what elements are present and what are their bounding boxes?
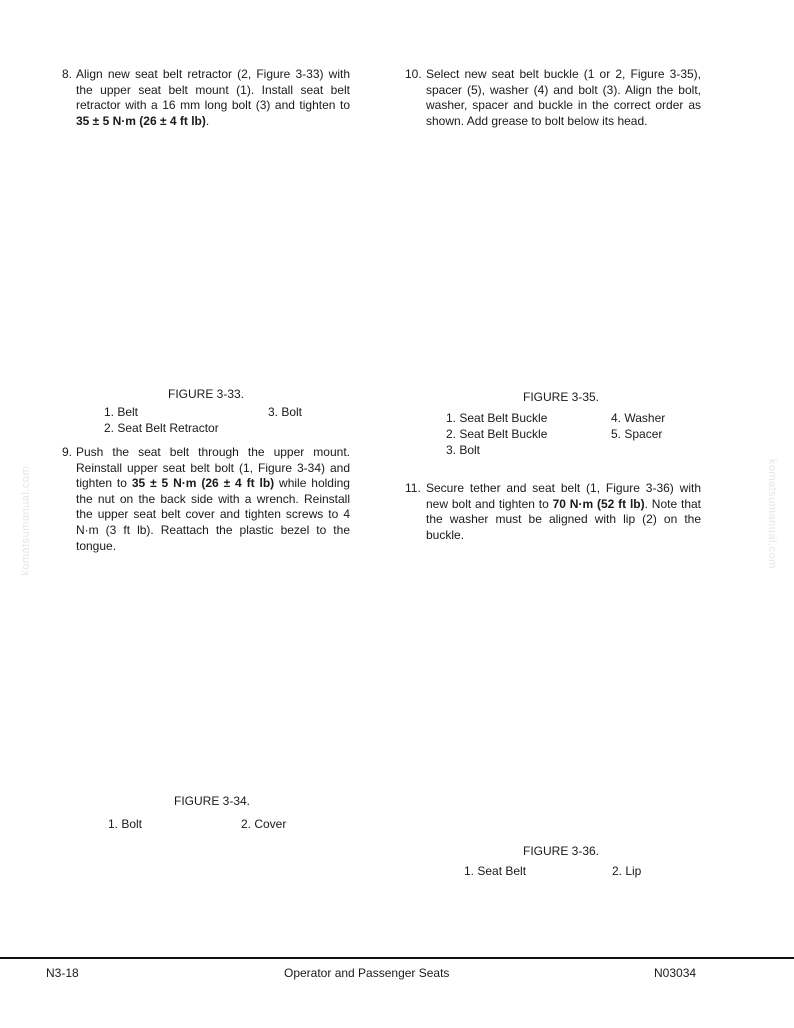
- step-number: 9.: [62, 445, 73, 459]
- step-text: Select new seat belt buckle (1 or 2, Figure 3-35), spacer (5), washer (4) and bolt (3). Align the bolt, washer, spacer and buckle in the correct order as shown. Add grease to bolt below its head.: [426, 67, 701, 128]
- legend-item: 1. Bolt: [108, 817, 143, 831]
- legend-item: 1. Seat Belt: [464, 864, 527, 878]
- legend-item: 2. Cover: [241, 817, 287, 831]
- step-10: [405, 67, 701, 129]
- page-number: N3-18: [46, 966, 79, 980]
- figure-3-35-title: FIGURE 3-35.: [522, 390, 600, 404]
- step-text: Secure tether and seat belt (1, Figure 3-36) with new bolt and tighten to 70 N·m (52 ft lb). Note that the washer must be aligned with lip (2) on the buckle.: [426, 481, 702, 542]
- figure-3-36-title: FIGURE 3-36.: [522, 844, 600, 858]
- document-code: N03034: [654, 966, 697, 980]
- legend-item: 2. Seat Belt Buckle: [446, 427, 548, 441]
- step-8: [62, 67, 350, 129]
- step-number: 10.: [405, 67, 422, 81]
- legend-item: 4. Washer: [611, 411, 666, 425]
- watermark-left: komatsumanual.com: [20, 465, 33, 576]
- step-11: [405, 481, 701, 543]
- legend-item: 3. Bolt: [268, 405, 303, 419]
- torque-spec: 35 ± 5 N·m (26 ± 4 ft lb): [131, 476, 275, 491]
- torque-spec: 35 ± 5 N·m (26 ± 4 ft lb): [76, 113, 206, 128]
- step-9: [62, 445, 350, 554]
- legend-item: 3. Bolt: [446, 443, 481, 457]
- footer-rule: [0, 957, 794, 959]
- legend-item: 5. Spacer: [611, 427, 663, 441]
- figure-3-33-title: FIGURE 3-33.: [167, 387, 245, 401]
- step-number: 8.: [62, 67, 73, 81]
- section-title: Operator and Passenger Seats: [284, 966, 450, 980]
- legend-item: 1. Belt: [104, 405, 139, 419]
- torque-spec: 70 N·m (52 ft lb): [552, 496, 645, 511]
- step-number: 11.: [405, 481, 421, 495]
- legend-item: 2. Lip: [612, 864, 642, 878]
- legend-item: 2. Seat Belt Retractor: [104, 421, 219, 435]
- figure-3-34-title: FIGURE 3-34.: [173, 794, 251, 808]
- step-text: Push the seat belt through the upper mount. Reinstall upper seat belt bolt (1, Figure 3-34) and tighten to 35 ± 5 N·m (26 ± 4 ft lb) while holding the nut on the back side with a wrench. Reinstall the upper seat belt cover and tighten screws to 4 N·m (3 ft lb). Reattach the plastic bezel to the tongue.: [76, 445, 350, 553]
- legend-item: 1. Seat Belt Buckle: [446, 411, 548, 425]
- step-text: Align new seat belt retractor (2, Figure 3-33) with the upper seat belt mount (1). Install seat belt retractor with a 16 mm long bolt (3) and tighten to 35 ± 5 N·m (26 ± 4 ft lb).: [76, 67, 350, 128]
- watermark-right: komatsumanual.com: [765, 458, 778, 569]
